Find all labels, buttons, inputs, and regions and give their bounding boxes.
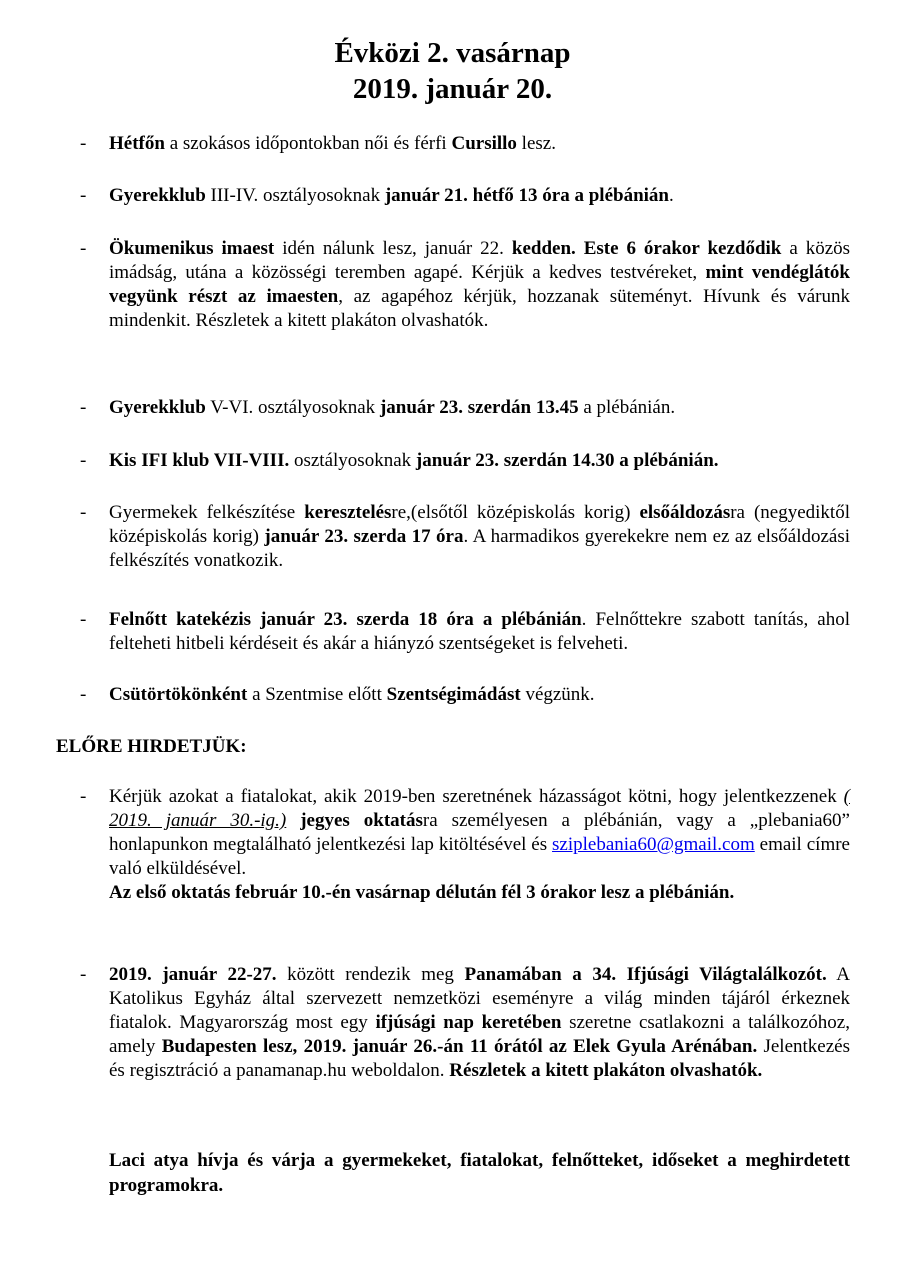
text: között rendezik meg [276,964,465,985]
email-link[interactable]: sziplebania60@gmail.com [552,834,755,855]
announcement-item [109,184,850,208]
bullet-dash: - [80,684,87,705]
emphasis: Részletek a kitett plakáton olvashatók. [449,1060,763,1081]
emphasis: Szentségimádást [386,684,521,705]
emphasis: ifjúsági nap keretében [375,1012,562,1033]
emphasis: Csütörtökönként [109,684,248,705]
text: . Felnőttekre szabott tanítás, ahol felteheti hitbeli kérdéseit és akár a hiányzó szentségeket is felveheti. [109,609,850,654]
announcement-item [109,132,850,156]
section-heading: ELŐRE HIRDETJÜK: [56,736,247,757]
text: Kérjük azokat a fiatalokat, akik 2019-ben szeretnének házasságot kötni, hogy jelentkezzenek [109,786,844,807]
text: végzünk. [520,684,595,705]
bullet-dash: - [80,964,87,985]
text: V-VI. osztályosoknak [205,397,380,418]
emphasis: Cursillo [451,133,517,154]
advance-item [109,785,850,905]
emphasis: Budapesten lesz, 2019. január 26.-án 11 órától az Elek Gyula Arénában. [161,1036,758,1057]
announcement-item [109,683,850,707]
page-title: Évközi 2. vasárnap [334,37,571,69]
text: lesz. [516,133,556,154]
text: a plébánián. [578,397,676,418]
emphasis: jegyes oktatás [300,810,423,831]
page-date: 2019. január 20. [352,73,553,105]
emphasis: Ökumenikus imaest [109,238,275,259]
emphasis: mint vendéglátók vegyünk részt az imaesten [109,262,850,307]
text: a Szentmise előtt [247,684,387,705]
emphasis: keresztelés [304,502,392,523]
emphasis: Az első oktatás február 10.-én vasárnap délután fél 3 órakor lesz a plébánián. [109,882,735,903]
text [286,810,300,831]
text: Jelentkezés és regisztráció a panamanap.hu weboldalon. [109,1036,850,1081]
text: III-IV. osztályosoknak [205,185,385,206]
text: re,(elsőtől középiskolás korig) [391,502,640,523]
deadline-text: ( 2019. január 30.-ig.) [109,786,850,831]
text: email címre való elküldésével. [109,834,850,879]
emphasis: Panamában a 34. Ifjúsági Világtalálkozót. [464,964,827,985]
advance-item [109,963,850,1083]
announcement-item [109,237,850,333]
emphasis: elsőáldozás [639,502,731,523]
emphasis: Gyerekklub [109,397,206,418]
bullet-dash: - [80,502,87,523]
bullet-dash: - [80,450,87,471]
bullet-dash: - [80,238,87,259]
text: ra személyesen a plébánián, vagy a „plebania60” honlapunkon megtalálható jelentkezési lap kitöltésével és [109,810,850,855]
text: a közös imádság, utána a közösségi teremben agapé. Kérjük a kedves testvéreket, [109,238,851,283]
announcement-item [109,608,850,656]
text: A Katolikus Egyház által szervezett nemzetközi eseményre a világ minden tájáról érkeznek fiatalok. Magyarország most egy [109,964,850,1033]
text: idén nálunk lesz, január 22. [274,238,512,259]
text: . A harmadikos gyerekekre nem ez az elsőáldozási felkészítés vonatkozik. [109,526,851,571]
emphasis: január 23. szerda 17 óra [264,526,464,547]
announcement-item [109,501,850,573]
text: . [669,185,674,206]
text: szeretne csatlakozni a találkozóhoz, amely [109,1012,850,1057]
bullet-dash: - [80,133,87,154]
text: osztályosoknak [289,450,416,471]
announcement-item [109,449,850,473]
bullet-dash: - [80,609,87,630]
closing-text: Laci atya hívja és várja a gyermekeket, fiatalokat, felnőtteket, időseket a meghirdetett programokra. [109,1150,850,1196]
emphasis: Hétfőn [109,133,165,154]
bullet-dash: - [80,185,87,206]
text: a szokásos időpontokban női és férfi [164,133,452,154]
emphasis: január 23. szerdán 13.45 [379,397,579,418]
bullet-dash: - [80,397,87,418]
announcement-item [109,396,850,420]
emphasis: 2019. január 22-27. [109,964,277,985]
emphasis: január 21. hétfő 13 óra a plébánián [384,185,669,206]
text: Gyermekek felkészítése [109,502,305,523]
emphasis: Kis IFI klub VII-VIII. [109,450,290,471]
emphasis: Felnőtt katekézis január 23. szerda 18 óra a plébánián [109,609,582,630]
emphasis: kedden. Este 6 órakor kezdődik [511,238,782,259]
emphasis: január 23. szerdán 14.30 a plébánián. [415,450,719,471]
bullet-dash: - [80,786,87,807]
emphasis: Gyerekklub [109,185,206,206]
text: , az agapéhoz kérjük, hozzanak süteményt. Hívunk és várunk mindenkit. Részletek a kitett plakáton olvashatók. [109,286,850,331]
text: ra (negyediktől középiskolás korig) [109,502,850,547]
